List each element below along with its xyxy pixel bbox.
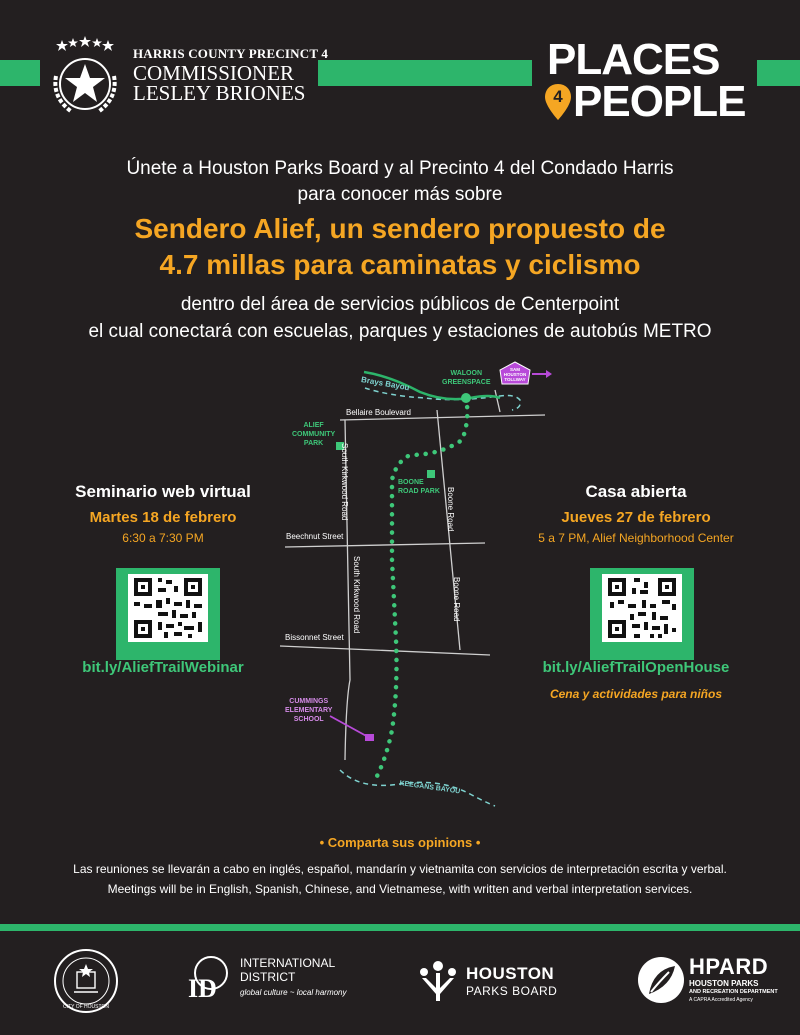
cummings-school-marker <box>365 734 374 741</box>
open-house-note: Cena y actividades para niños <box>549 687 723 701</box>
map-label-bissonnet: Bissonnet Street <box>285 633 344 642</box>
brand-people: PEOPLE <box>573 77 746 126</box>
brand-places: PLACES <box>547 35 720 84</box>
hpard-logo <box>637 952 778 1012</box>
intl-line2: DISTRICT <box>240 970 296 984</box>
webinar-date: Martes 18 de febrero <box>89 509 237 526</box>
webinar-time: 6:30 a 7:30 PM <box>122 531 204 545</box>
precinct-label: HARRIS COUNTY PRECINCT 4 <box>133 46 329 61</box>
brand-number: 4 <box>553 87 563 106</box>
map-label-brays-bayou: Brays Bayou <box>360 375 411 393</box>
intro-line-4: el cual conectará con escuelas, parques y estaciones de autobús METRO <box>88 321 712 342</box>
map-label-kirkwood-2: South Kirkwood Road <box>352 556 361 634</box>
languages-es: Las reuniones se llevarán a cabo en inglés, español, mandarín y vietnamita con servicios de interpretación escrita y verbal. <box>73 862 727 876</box>
map-label-bellaire: Bellaire Boulevard <box>346 408 411 417</box>
headline-line-1: Sendero Alief, un sendero propuesto de <box>134 213 666 244</box>
international-district-logo <box>188 952 347 1012</box>
hpard-line2: AND RECREATION DEPARTMENT <box>689 989 778 995</box>
intro-line-2: para conocer más sobre <box>297 184 503 205</box>
seal-text: CITY OF HOUSTON <box>63 1004 109 1010</box>
map-label-alief-park: ALIEF COMMUNITY PARK <box>292 422 336 447</box>
open-house-link[interactable]: bit.ly/AliefTrailOpenHouse <box>542 659 730 676</box>
webinar-title: Seminario web virtual <box>75 482 251 501</box>
map-label-beechnut: Beechnut Street <box>286 532 344 541</box>
beechnut-street-road <box>285 543 485 547</box>
hpb-line2: PARKS BOARD <box>466 984 558 998</box>
intro-line-1: Únete a Houston Parks Board y al Precinto 4 del Condado Harris <box>126 158 674 179</box>
map-label-cummings: CUMMINGS ELEMENTARY SCHOOL <box>285 698 333 723</box>
open-house-title: Casa abierta <box>585 482 687 501</box>
open-house-time: 5 a 7 PM, Alief Neighborhood Center <box>538 531 734 545</box>
headline-line-2: 4.7 millas para caminatas y ciclismo <box>159 249 641 280</box>
map-label-kirkwood-1: South Kirkwood Road <box>340 443 349 521</box>
hpb-line1: HOUSTON <box>466 964 555 983</box>
map-label-keegans: KEEGANS BAYOU <box>399 780 461 796</box>
bissonnet-street-road <box>280 646 490 655</box>
parks-board-people-icon <box>416 960 460 1002</box>
tollway-arrowhead <box>546 370 552 378</box>
hpard-line1: HOUSTON PARKS <box>689 979 759 988</box>
hpard-title: HPARD <box>689 954 769 979</box>
languages-en: Meetings will be in English, Spanish, Chinese, and Vietnamese, with written and verbal interpretation services. <box>107 882 693 896</box>
city-of-houston-seal-icon <box>52 948 120 1014</box>
map-label-waloon: WALOON GREENSPACE <box>442 370 491 386</box>
footer-divider <box>0 924 800 931</box>
waloon-greenspace-marker <box>461 393 471 403</box>
id-mark: ID <box>188 974 217 1003</box>
webinar-link[interactable]: bit.ly/AliefTrailWebinar <box>82 659 244 676</box>
boone-road-park-marker <box>427 470 435 478</box>
share-opinions: • Comparta sus opinions • <box>319 835 481 850</box>
cummings-connector <box>330 716 370 738</box>
commissioner-name: LESLEY BRIONES <box>133 81 306 105</box>
map-label-tollway: SAM HOUSTON TOLLWAY <box>503 367 527 382</box>
map-label-boone-2: Boone Road <box>452 577 461 622</box>
hpard-line3: A CAPRA Accredited Agency <box>689 997 753 1003</box>
intro-line-3: dentro del área de servicios públicos de Centerpoint <box>180 294 620 315</box>
hpard-leaf-icon <box>637 956 685 1004</box>
map-label-boone-1: Boone Road <box>446 487 455 532</box>
intl-tagline: global culture ~ local harmony <box>240 988 347 997</box>
map-label-boone-park: BOONE ROAD PARK <box>398 479 440 495</box>
houston-parks-board-logo <box>416 958 576 1004</box>
intl-line1: INTERNATIONAL <box>240 956 336 970</box>
open-house-date: Jueves 27 de febrero <box>561 509 711 526</box>
alief-road-east <box>495 390 500 412</box>
commissioner-title: COMMISSIONER <box>133 61 295 85</box>
